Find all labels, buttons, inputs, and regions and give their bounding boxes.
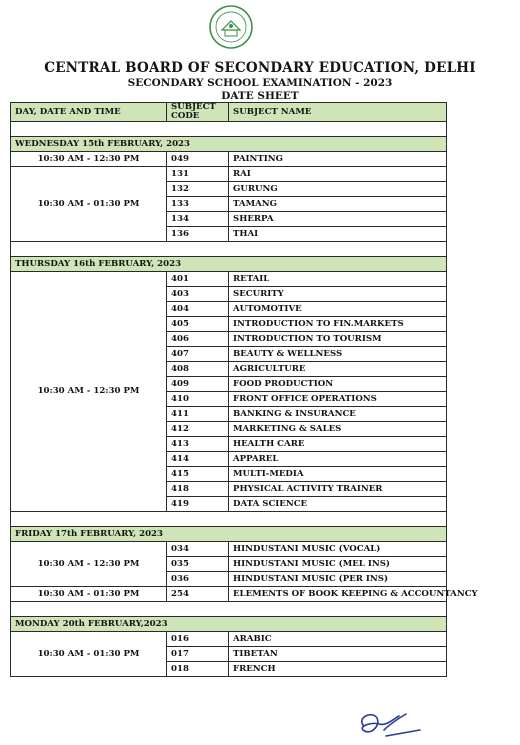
subject-code-cell: 408	[167, 362, 229, 377]
day-date-cell: WEDNESDAY 15th FEBRUARY, 2023	[11, 137, 447, 152]
subject-name-cell: BEAUTY & WELLNESS	[229, 347, 447, 362]
subject-code-cell: 414	[167, 452, 229, 467]
subject-code-cell: 049	[167, 152, 229, 167]
day-date-cell: THURSDAY 16th FEBRUARY, 2023	[11, 257, 447, 272]
subject-name-cell: FRENCH	[229, 662, 447, 677]
spacer-row	[11, 242, 447, 257]
subject-name-cell: THAI	[229, 227, 447, 242]
subject-name-cell: RETAIL	[229, 272, 447, 287]
subject-code-cell: 419	[167, 497, 229, 512]
subject-code-cell: 254	[167, 587, 229, 602]
table-row	[11, 632, 447, 647]
spacer-cell	[11, 602, 447, 617]
subject-code-cell: 134	[167, 212, 229, 227]
table-row	[11, 152, 447, 167]
table-row	[11, 587, 447, 602]
subject-code-cell: 407	[167, 347, 229, 362]
spacer-cell	[11, 512, 447, 527]
subject-name-cell: AUTOMOTIVE	[229, 302, 447, 317]
subject-name-cell: HEALTH CARE	[229, 437, 447, 452]
subject-code-cell: 405	[167, 317, 229, 332]
subject-name-cell: MARKETING & SALES	[229, 422, 447, 437]
header-day-date-time-label: DAY, DATE AND TIME	[15, 106, 121, 117]
subject-code-cell: 406	[167, 332, 229, 347]
table-row	[11, 272, 447, 287]
spacer-row	[11, 512, 447, 527]
spacer-cell	[11, 242, 447, 257]
subject-name-cell: TIBETAN	[229, 647, 447, 662]
subject-code-cell: 035	[167, 557, 229, 572]
subject-code-cell: 016	[167, 632, 229, 647]
header-code-label: CODE	[171, 111, 200, 121]
day-row	[11, 137, 447, 152]
subject-name-cell: ELEMENTS OF BOOK KEEPING & ACCOUNTANCY	[229, 587, 447, 602]
subject-code-cell: 413	[167, 437, 229, 452]
day-date-cell: FRIDAY 17th FEBRUARY, 2023	[11, 527, 447, 542]
subject-name-cell: SECURITY	[229, 287, 447, 302]
time-cell: 10:30 AM - 01:30 PM	[11, 167, 167, 242]
subject-name-cell: HINDUSTANI MUSIC (PER INS)	[229, 572, 447, 587]
table-row	[11, 542, 447, 557]
table-row	[11, 167, 447, 182]
date-sheet-title: DATE SHEET	[221, 90, 299, 102]
subject-name-cell: SHERPA	[229, 212, 447, 227]
spacer-row	[11, 122, 447, 137]
subject-name-cell: INTRODUCTION TO TOURISM	[229, 332, 447, 347]
subject-code-cell: 409	[167, 377, 229, 392]
subject-code-cell: 036	[167, 572, 229, 587]
subject-name-cell: MULTI-MEDIA	[229, 467, 447, 482]
cbse-logo-icon	[208, 4, 254, 50]
signature-icon	[350, 706, 425, 741]
time-cell: 10:30 AM - 12:30 PM	[11, 272, 167, 512]
subject-code-cell: 418	[167, 482, 229, 497]
subject-code-cell: 401	[167, 272, 229, 287]
board-title: CENTRAL BOARD OF SECONDARY EDUCATION, DELHI	[44, 60, 476, 76]
subject-code-cell: 133	[167, 197, 229, 212]
subject-code-cell: 410	[167, 392, 229, 407]
subject-name-cell: RAI	[229, 167, 447, 182]
subject-code-cell: 132	[167, 182, 229, 197]
subject-name-cell: APPAREL	[229, 452, 447, 467]
subject-name-cell: AGRICULTURE	[229, 362, 447, 377]
subject-code-cell: 034	[167, 542, 229, 557]
spacer-cell	[11, 122, 447, 137]
subject-name-cell: INTRODUCTION TO FIN.MARKETS	[229, 317, 447, 332]
spacer-row	[11, 602, 447, 617]
subject-code-cell: 131	[167, 167, 229, 182]
subject-code-cell: 017	[167, 647, 229, 662]
subject-code-cell: 018	[167, 662, 229, 677]
subject-code-cell: 403	[167, 287, 229, 302]
subject-code-cell: 136	[167, 227, 229, 242]
subject-name-cell: PAINTING	[229, 152, 447, 167]
header-subject-code	[167, 103, 229, 122]
subject-name-cell: FRONT OFFICE OPERATIONS	[229, 392, 447, 407]
time-cell: 10:30 AM - 01:30 PM	[11, 632, 167, 677]
subject-name-cell: BANKING & INSURANCE	[229, 407, 447, 422]
subject-name-cell: ARABIC	[229, 632, 447, 647]
subject-code-cell: 411	[167, 407, 229, 422]
time-cell: 10:30 AM - 12:30 PM	[11, 542, 167, 587]
subject-code-cell: 415	[167, 467, 229, 482]
subject-name-cell: HINDUSTANI MUSIC (VOCAL)	[229, 542, 447, 557]
subject-name-cell: FOOD PRODUCTION	[229, 377, 447, 392]
table-header-row	[11, 103, 447, 122]
header-subject-label: SUBJECT	[171, 102, 216, 112]
subject-code-cell: 404	[167, 302, 229, 317]
exam-title: SECONDARY SCHOOL EXAMINATION - 2023	[127, 77, 393, 89]
subject-name-cell: HINDUSTANI MUSIC (MEL INS)	[229, 557, 447, 572]
header-subject-name-label: SUBJECT NAME	[233, 106, 312, 117]
header-day-date-time	[11, 103, 167, 122]
subject-name-cell: GURUNG	[229, 182, 447, 197]
time-cell: 10:30 AM - 12:30 PM	[11, 152, 167, 167]
date-sheet-table	[10, 102, 478, 677]
subject-name-cell: TAMANG	[229, 197, 447, 212]
day-row	[11, 617, 447, 632]
subject-code-cell: 412	[167, 422, 229, 437]
day-date-cell: MONDAY 20th FEBRUARY,2023	[11, 617, 447, 632]
day-row	[11, 257, 447, 272]
subject-name-cell: PHYSICAL ACTIVITY TRAINER	[229, 482, 447, 497]
subject-name-cell: DATA SCIENCE	[229, 497, 447, 512]
time-cell: 10:30 AM - 01:30 PM	[11, 587, 167, 602]
header-subject-name	[229, 103, 447, 122]
day-row	[11, 527, 447, 542]
